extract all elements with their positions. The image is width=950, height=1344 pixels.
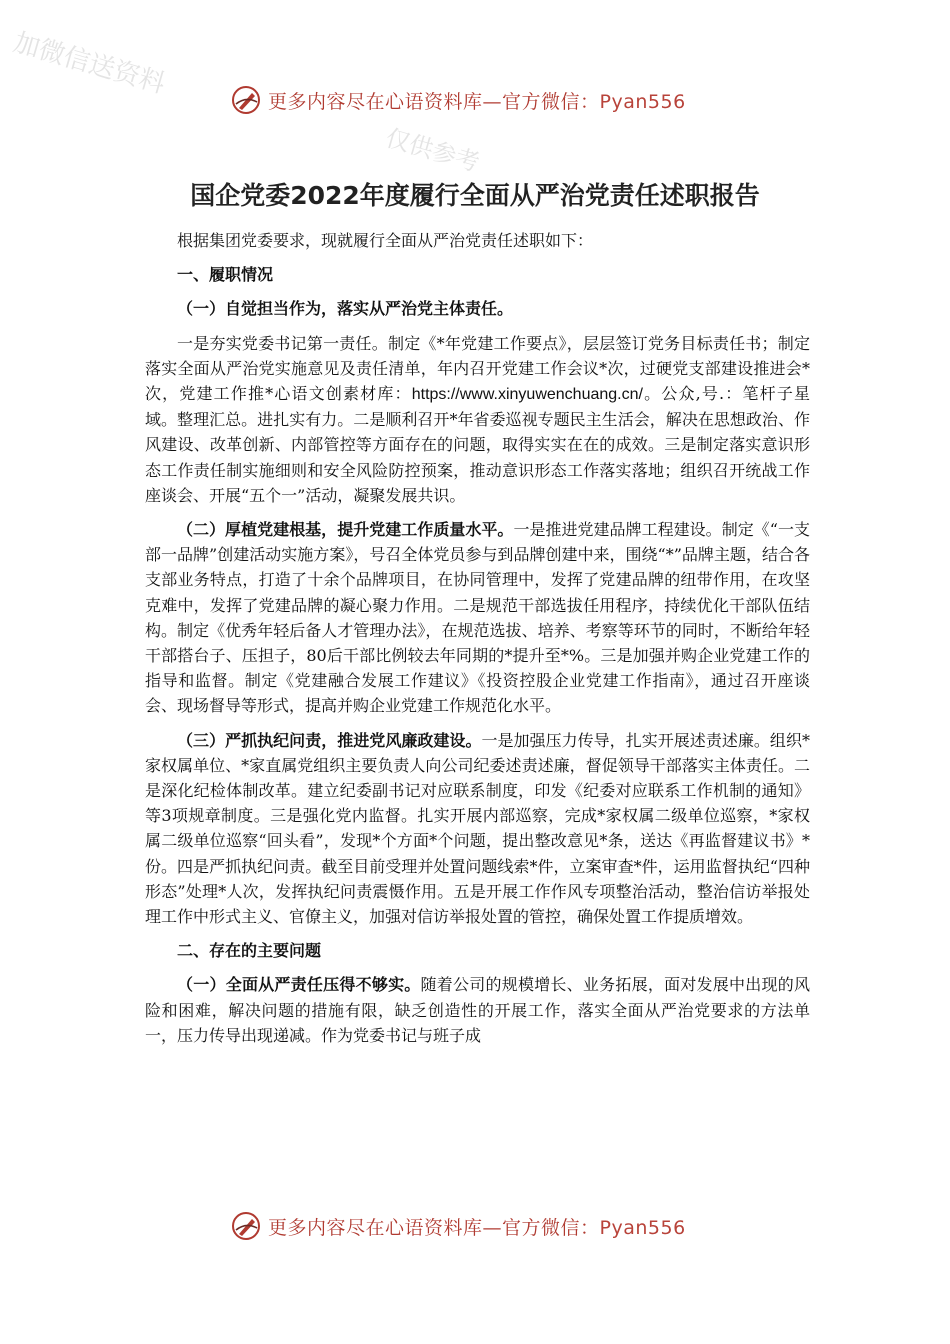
subsection-heading: （一）自觉担当作为，落实从严治党主体责任。 — [177, 299, 514, 319]
subsection-heading: （三）严抓执纪问责，推进党风廉政建设。 — [177, 730, 482, 750]
header-banner — [230, 84, 686, 116]
subsection-heading: （一）全面从严责任压得不够实。 — [177, 975, 421, 995]
footer-banner — [230, 1210, 686, 1242]
wechat-handle: Pyan556 — [599, 1216, 686, 1239]
watermark-text: 仅供参考 — [382, 123, 483, 178]
subsection-heading: （二）厚植党建根基，提升党建工作质量水平。 — [177, 520, 514, 540]
section-heading: 一、履职情况 — [177, 265, 274, 285]
pen-logo-icon — [230, 84, 262, 116]
intro-paragraph: 根据集团党委要求，现就履行全面从严治党责任述职如下： — [177, 231, 594, 250]
section-heading: 二、存在的主要问题 — [177, 941, 322, 961]
body-paragraph: （一）全面从严责任压得不够实。随着公司的规模增长、业务拓展，面对发展中出现的风险和困难，解决问题的措施有限，缺乏创造性的开展工作，落实全面从严治党要求的方法单一，压力传导出现递减。作为党委书记与班子成 — [145, 975, 810, 1045]
wechat-handle: Pyan556 — [599, 90, 686, 113]
source-url: https://www.xinyuwenchuang.cn/ — [411, 386, 643, 404]
body-paragraph: （二）厚植党建根基，提升党建工作质量水平。一是推进党建品牌工程建设。制定《“一支部一品牌”创建活动实施方案》，号召全体党员参与到品牌创建中来，围绕“*”品牌主题，结合各支部业务特点，打造了十余个品牌项目，在协同管理中，发挥了党建品牌的纽带作用，在攻坚克难中，发挥了党建品牌的凝心聚力作用。二是规范干部选拔任用程序，持续优化干部队伍结构。制定《优秀年轻后备人才管理办法》，在规范选拔、培养、考察等环节的同时，不断给年轻干部搭台子、压担子，80后干部比例较去年同期的*提升至*%。三是加强并购企业党建工作的指导和监督。制定《党建融合发展工作建议》《投资控股企业党建工作指南》，通过召开座谈会、现场督导等形式，提高并购企业党建工作规范化水平。 — [145, 520, 810, 716]
document-title: 国企党委2022年度履行全面从严治党责任述职报告 — [190, 181, 760, 210]
pen-logo-icon — [230, 1210, 262, 1242]
banner-text: 更多内容尽在心语资料库—官方微信：Pyan556 — [268, 1216, 686, 1239]
document-body — [145, 228, 810, 1057]
body-paragraph: （三）严抓执纪问责，推进党风廉政建设。一是加强压力传导，扎实开展述责述廉。组织*家权属单位、*家直属党组织主要负责人向公司纪委述责述廉，督促领导干部落实主体责任。二是深化纪检体制改革。建立纪委副书记对应联系制度，印发《纪委对应联系工作机制的通知》等3项规章制度。三是强化党内监督。扎实开展内部巡察，完成*家权属二级单位巡察，*家权属二级单位巡察“回头看”，发现*个方面*个问题，提出整改意见*条，送达《再监督建议书》*份。四是严抓执纪问责。截至目前受理并处置问题线索*件，立案审查*件，运用监督执纪“四种形态”处理*人次，发挥执纪问责震慑作用。五是开展工作作风专项整治活动，整治信访举报处理工作中形式主义、官僚主义，加强对信访举报处置的管控，确保处置工作提质增效。 — [145, 730, 810, 927]
body-paragraph: 一是夯实党委书记第一责任。制定《*年党建工作要点》，层层签订党务目标责任书；制定落实全面从严治党实施意见及责任清单，年内召开党建工作会议*次，过硬党支部建设推进会*次，党建工作推*心语文创素材库：https://www.xinyuwenchuang.cn/。公众,号.：笔杆子星域。整理汇总。进扎实有力。二是顺利召开*年省委巡视专题民主生活会，解决在思想政治、作风建设、改革创新、内部管控等方面存在的问题，取得实实在在的成效。三是制定落实意识形态工作责任制实施细则和安全风险防控预案，推动意识形态工作落实落地；组织召开统战工作座谈会、开展“五个一”活动，凝聚发展共识。 — [145, 333, 810, 505]
banner-text: 更多内容尽在心语资料库—官方微信：Pyan556 — [268, 90, 686, 113]
watermark-text: 加微信送资料 — [10, 27, 169, 100]
